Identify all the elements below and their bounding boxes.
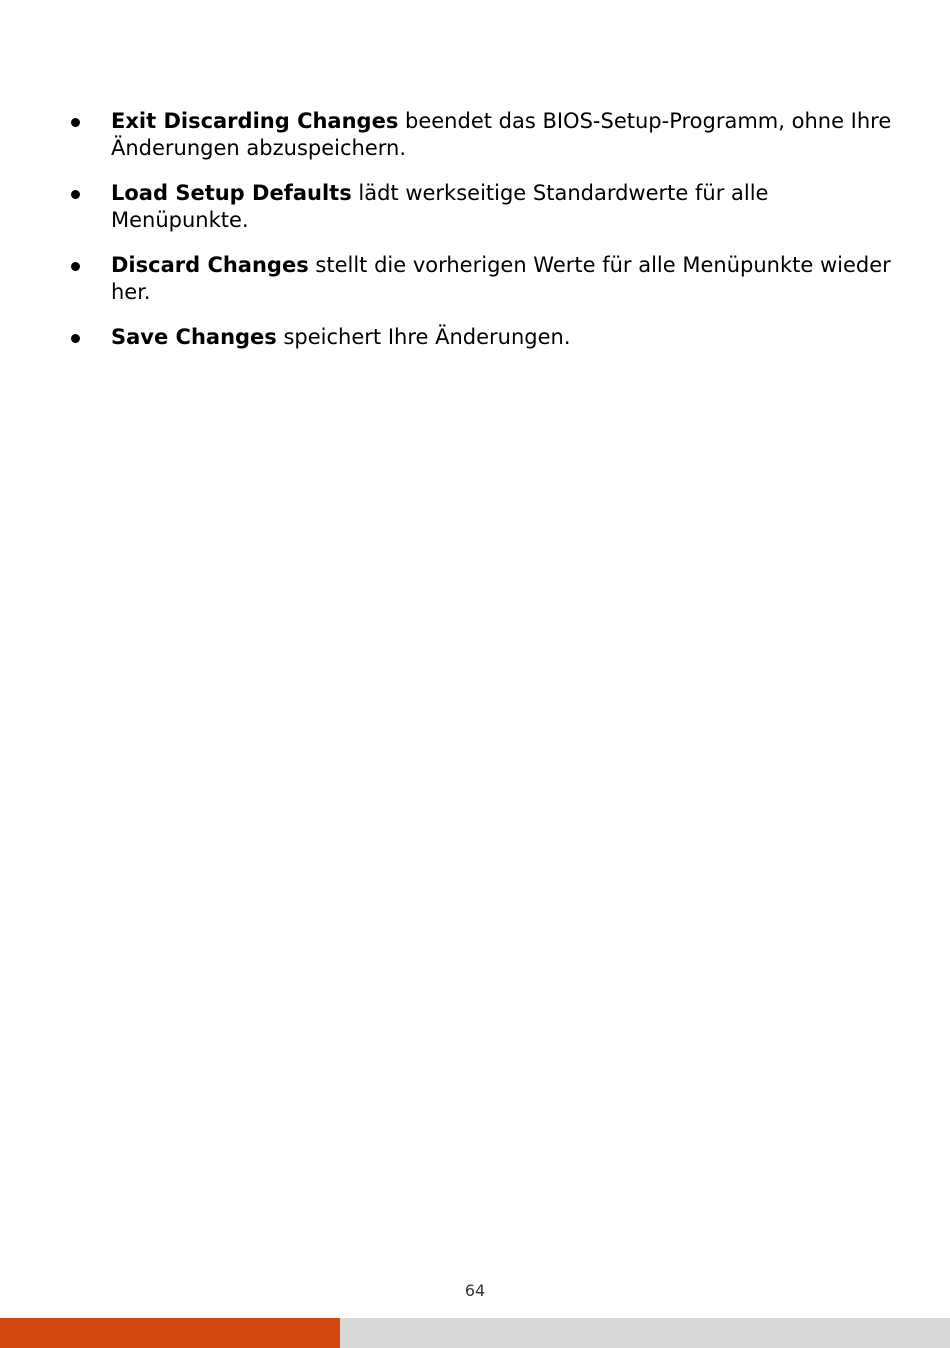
footer-grey-stripe — [340, 1318, 950, 1348]
bullet-term: Load Setup Defaults — [111, 181, 352, 205]
bullet-text: speichert Ihre Änderungen. — [276, 325, 571, 349]
bullet-item-save-changes — [68, 324, 898, 351]
bullet-item-exit-discarding-changes — [68, 108, 898, 162]
bullet-term: Discard Changes — [111, 253, 309, 277]
bullet-icon — [71, 190, 80, 199]
bullet-text: lädt werkseitige Standardwerte für alle Menüpunkte. — [111, 181, 769, 232]
bullet-term: Save Changes — [111, 325, 277, 349]
footer-accent-stripe — [0, 1318, 340, 1348]
bullet-icon — [71, 334, 80, 343]
bios-exit-options-list — [68, 108, 898, 369]
bullet-icon — [71, 118, 80, 127]
bullet-item-discard-changes — [68, 252, 898, 306]
page-number: 64 — [464, 1281, 486, 1300]
bullet-text: stellt die vorherigen Werte für alle Menüpunkte wieder her. — [111, 253, 891, 304]
bullet-text: beendet das BIOS-Setup-Programm, ohne Ihre Änderungen abzuspeichern. — [111, 109, 892, 160]
footer-bar — [0, 1318, 950, 1348]
bullet-item-load-setup-defaults — [68, 180, 898, 234]
bullet-icon — [71, 262, 80, 271]
bullet-term: Exit Discarding Changes — [111, 109, 399, 133]
